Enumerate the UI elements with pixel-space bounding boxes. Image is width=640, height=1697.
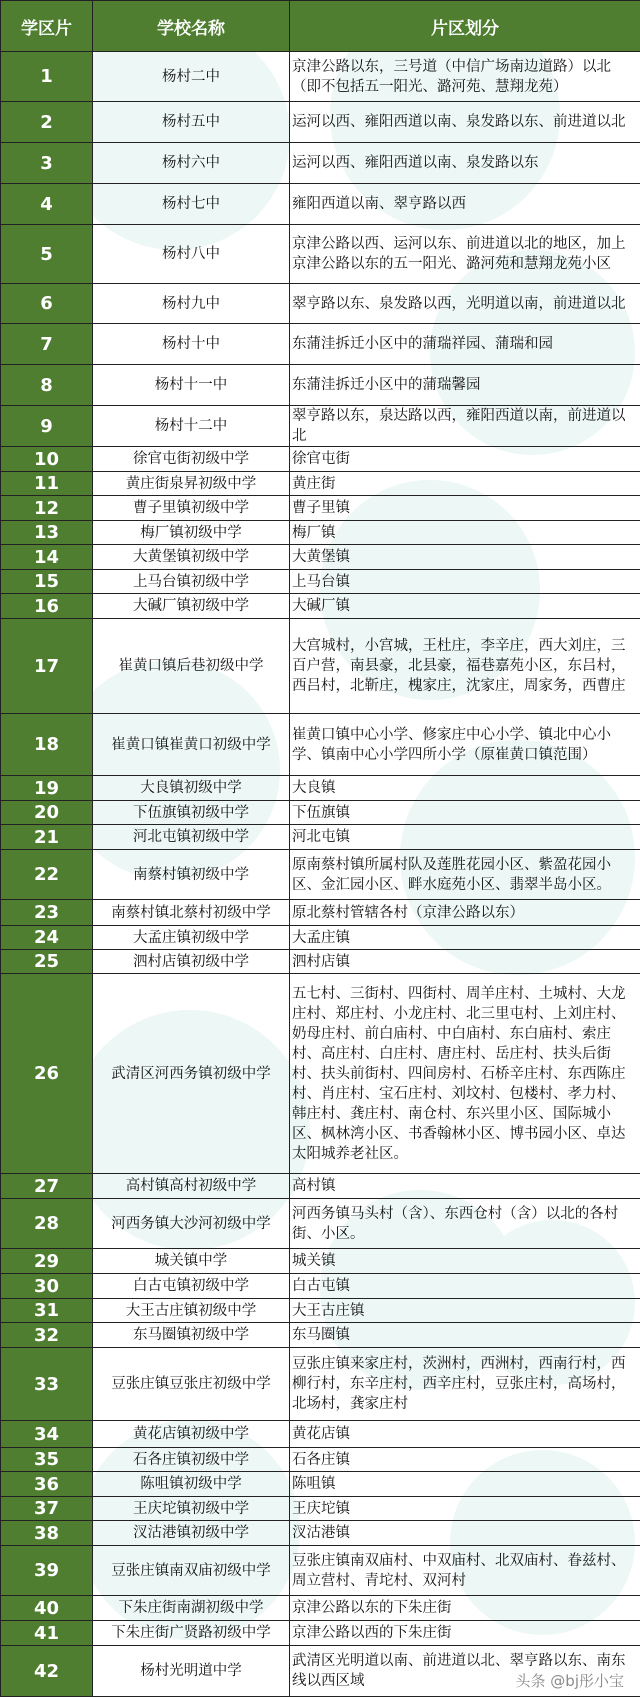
header-area-division: 片区划分 bbox=[290, 1, 640, 52]
table-row bbox=[1, 926, 640, 950]
district-number: 21 bbox=[1, 825, 93, 850]
district-number: 1 bbox=[1, 52, 93, 102]
school-name: 城关镇中学 bbox=[93, 1249, 290, 1274]
area-division: 黄庄街 bbox=[290, 472, 640, 496]
district-number: 37 bbox=[1, 1497, 93, 1521]
area-division: 梅厂镇 bbox=[290, 521, 640, 545]
table-row bbox=[1, 714, 640, 776]
source-credit-watermark: 头条 @bj彤小宝 bbox=[516, 1672, 624, 1690]
table-row bbox=[1, 1199, 640, 1249]
table-row bbox=[1, 1421, 640, 1448]
area-division: 东蒲洼拆迁小区中的蒲瑞馨园 bbox=[290, 365, 640, 406]
area-division: 京津公路以西、运河以东、前进道以北的地区，加上京津公路以东的五一阳光、潞河苑和慧翔龙苑小区 bbox=[290, 225, 640, 284]
school-name: 杨村十二中 bbox=[93, 406, 290, 447]
district-number: 2 bbox=[1, 102, 93, 143]
area-division: 东蒲洼拆迁小区中的蒲瑞祥园、蒲瑞和园 bbox=[290, 324, 640, 365]
area-division: 崔黄口镇中心小学、修家庄中心小学、镇北中心小学、镇南中心小学四所小学（原崔黄口镇范围） bbox=[290, 714, 640, 776]
table-row bbox=[1, 184, 640, 225]
table-row bbox=[1, 545, 640, 570]
district-number: 6 bbox=[1, 284, 93, 324]
school-name: 高村镇高村初级中学 bbox=[93, 1174, 290, 1199]
district-number: 4 bbox=[1, 184, 93, 225]
district-number: 30 bbox=[1, 1274, 93, 1299]
district-number: 25 bbox=[1, 950, 93, 974]
school-name: 白古屯镇初级中学 bbox=[93, 1274, 290, 1299]
school-name: 徐官屯街初级中学 bbox=[93, 447, 290, 472]
area-division: 雍阳西道以南、翠亨路以西 bbox=[290, 184, 640, 225]
school-name: 武清区河西务镇初级中学 bbox=[93, 974, 290, 1174]
school-name: 杨村九中 bbox=[93, 284, 290, 324]
table-row bbox=[1, 472, 640, 496]
school-name: 南蔡村镇初级中学 bbox=[93, 850, 290, 900]
district-number: 40 bbox=[1, 1596, 93, 1621]
area-division: 大王古庄镇 bbox=[290, 1299, 640, 1323]
table-row bbox=[1, 496, 640, 521]
area-division: 京津公路以西的下朱庄街 bbox=[290, 1621, 640, 1646]
school-name: 泗村店镇初级中学 bbox=[93, 950, 290, 974]
school-name: 石各庄镇初级中学 bbox=[93, 1448, 290, 1472]
school-name: 南蔡村镇北蔡村初级中学 bbox=[93, 900, 290, 926]
table-row bbox=[1, 1348, 640, 1421]
school-name: 河北屯镇初级中学 bbox=[93, 825, 290, 850]
table-row bbox=[1, 974, 640, 1174]
district-number: 12 bbox=[1, 496, 93, 521]
area-division: 运河以西、雍阳西道以南、泉发路以东、前进道以北 bbox=[290, 102, 640, 143]
area-division: 大黄堡镇 bbox=[290, 545, 640, 570]
table-row bbox=[1, 1174, 640, 1199]
area-division: 徐官屯街 bbox=[290, 447, 640, 472]
district-number: 24 bbox=[1, 926, 93, 950]
school-name: 杨村光明道中学 bbox=[93, 1646, 290, 1697]
district-number: 31 bbox=[1, 1299, 93, 1323]
area-division: 汊沽港镇 bbox=[290, 1521, 640, 1546]
district-number: 29 bbox=[1, 1249, 93, 1274]
area-division: 京津公路以东的下朱庄街 bbox=[290, 1596, 640, 1621]
table-row bbox=[1, 365, 640, 406]
table-row bbox=[1, 1521, 640, 1546]
table-row bbox=[1, 521, 640, 545]
district-number: 9 bbox=[1, 406, 93, 447]
table-row bbox=[1, 143, 640, 184]
school-name: 豆张庄镇南双庙初级中学 bbox=[93, 1546, 290, 1596]
table-row bbox=[1, 1249, 640, 1274]
table-row bbox=[1, 1448, 640, 1472]
table-row bbox=[1, 1472, 640, 1497]
district-number: 7 bbox=[1, 324, 93, 365]
area-division: 武清区光明道以南、前进道以北、翠亨路以东、南东线以西区域 bbox=[290, 1646, 640, 1697]
district-number: 22 bbox=[1, 850, 93, 900]
school-name: 汊沽港镇初级中学 bbox=[93, 1521, 290, 1546]
district-number: 16 bbox=[1, 594, 93, 619]
area-division: 黄花店镇 bbox=[290, 1421, 640, 1448]
district-number: 42 bbox=[1, 1646, 93, 1697]
table-row bbox=[1, 1621, 640, 1646]
area-division: 曹子里镇 bbox=[290, 496, 640, 521]
district-number: 36 bbox=[1, 1472, 93, 1497]
area-division: 大良镇 bbox=[290, 776, 640, 801]
school-name: 上马台镇初级中学 bbox=[93, 570, 290, 594]
school-name: 崔黄口镇后巷初级中学 bbox=[93, 619, 290, 714]
school-name: 王庆坨镇初级中学 bbox=[93, 1497, 290, 1521]
school-name: 大良镇初级中学 bbox=[93, 776, 290, 801]
area-division: 运河以西、雍阳西道以南、泉发路以东 bbox=[290, 143, 640, 184]
school-name: 黄花店镇初级中学 bbox=[93, 1421, 290, 1448]
district-number: 39 bbox=[1, 1546, 93, 1596]
table-row bbox=[1, 225, 640, 284]
area-division: 原北蔡村管辖各村（京津公路以东） bbox=[290, 900, 640, 926]
district-number: 14 bbox=[1, 545, 93, 570]
area-division: 高村镇 bbox=[290, 1174, 640, 1199]
area-division: 大孟庄镇 bbox=[290, 926, 640, 950]
district-number: 8 bbox=[1, 365, 93, 406]
school-name: 杨村十中 bbox=[93, 324, 290, 365]
table-row bbox=[1, 447, 640, 472]
district-number: 33 bbox=[1, 1348, 93, 1421]
school-name: 下伍旗镇初级中学 bbox=[93, 801, 290, 825]
table-row bbox=[1, 900, 640, 926]
district-number: 28 bbox=[1, 1199, 93, 1249]
school-name: 杨村七中 bbox=[93, 184, 290, 225]
table-row bbox=[1, 801, 640, 825]
header-district-no: 学区片 bbox=[1, 1, 93, 52]
school-name: 杨村二中 bbox=[93, 52, 290, 102]
school-name: 豆张庄镇豆张庄初级中学 bbox=[93, 1348, 290, 1421]
district-number: 41 bbox=[1, 1621, 93, 1646]
area-division: 王庆坨镇 bbox=[290, 1497, 640, 1521]
area-division: 白古屯镇 bbox=[290, 1274, 640, 1299]
school-name: 杨村六中 bbox=[93, 143, 290, 184]
table-row bbox=[1, 850, 640, 900]
table-row bbox=[1, 950, 640, 974]
area-division: 城关镇 bbox=[290, 1249, 640, 1274]
school-name: 大碱厂镇初级中学 bbox=[93, 594, 290, 619]
school-name: 大黄堡镇初级中学 bbox=[93, 545, 290, 570]
district-number: 32 bbox=[1, 1323, 93, 1348]
area-division: 下伍旗镇 bbox=[290, 801, 640, 825]
table-row bbox=[1, 102, 640, 143]
district-number: 34 bbox=[1, 1421, 93, 1448]
district-number: 17 bbox=[1, 619, 93, 714]
school-name: 杨村八中 bbox=[93, 225, 290, 284]
table-row bbox=[1, 1546, 640, 1596]
table-row bbox=[1, 594, 640, 619]
area-division: 河西务镇马头村（含）、东西仓村（含）以北的各村街、小区。 bbox=[290, 1199, 640, 1249]
area-division: 河北屯镇 bbox=[290, 825, 640, 850]
area-division: 翠亨路以东、泉发路以西，光明道以南，前进道以北 bbox=[290, 284, 640, 324]
district-number: 11 bbox=[1, 472, 93, 496]
table-body bbox=[1, 52, 640, 1697]
table-row bbox=[1, 1497, 640, 1521]
area-division: 京津公路以东，三号道（中信广场南边道路）以北（即不包括五一阳光、潞河苑、慧翔龙苑） bbox=[290, 52, 640, 102]
area-division: 大宫城村，小宫城，王杜庄，李辛庄，西大刘庄，三百户营，南县豪，北县豪，福巷嘉苑小区，东吕村，西吕村，北靳庄，槐家庄，沈家庄，周家务，西曹庄 bbox=[290, 619, 640, 714]
table-row bbox=[1, 1299, 640, 1323]
district-number: 23 bbox=[1, 900, 93, 926]
district-number: 3 bbox=[1, 143, 93, 184]
district-number: 20 bbox=[1, 801, 93, 825]
table-row bbox=[1, 52, 640, 102]
school-name: 黄庄街泉昇初级中学 bbox=[93, 472, 290, 496]
district-number: 18 bbox=[1, 714, 93, 776]
district-number: 38 bbox=[1, 1521, 93, 1546]
school-name: 下朱庄街南湖初级中学 bbox=[93, 1596, 290, 1621]
table-row bbox=[1, 776, 640, 801]
table-row bbox=[1, 1596, 640, 1621]
school-name: 梅厂镇初级中学 bbox=[93, 521, 290, 545]
district-number: 13 bbox=[1, 521, 93, 545]
area-division: 泗村店镇 bbox=[290, 950, 640, 974]
school-name: 杨村十一中 bbox=[93, 365, 290, 406]
district-number: 35 bbox=[1, 1448, 93, 1472]
school-name: 陈咀镇初级中学 bbox=[93, 1472, 290, 1497]
area-division: 原南蔡村镇所属村队及莲胜花园小区、紫盈花园小区、金汇园小区、畔水庭苑小区、翡翠半岛小区。 bbox=[290, 850, 640, 900]
area-division: 石各庄镇 bbox=[290, 1448, 640, 1472]
school-name: 大孟庄镇初级中学 bbox=[93, 926, 290, 950]
table-row bbox=[1, 406, 640, 447]
district-number: 26 bbox=[1, 974, 93, 1174]
table-row bbox=[1, 324, 640, 365]
school-name: 杨村五中 bbox=[93, 102, 290, 143]
table-row bbox=[1, 1323, 640, 1348]
table-row bbox=[1, 570, 640, 594]
school-name: 东马圈镇初级中学 bbox=[93, 1323, 290, 1348]
district-number: 27 bbox=[1, 1174, 93, 1199]
school-name: 下朱庄街广贤路初级中学 bbox=[93, 1621, 290, 1646]
table-row bbox=[1, 825, 640, 850]
district-number: 15 bbox=[1, 570, 93, 594]
table-header-row bbox=[1, 1, 640, 52]
area-division: 陈咀镇 bbox=[290, 1472, 640, 1497]
area-division: 五七村、三街村、四街村、周羊庄村、土城村、大龙庄村、郑庄村、小龙庄村、北三里屯村、上刘庄村、 奶母庄村、前白庙村、中白庙村、东白庙村、索庄村、高庄村、白庄村、唐庄村、岳庄村、扶头后街村、扶头前街村、四间房村、石桥辛庄村、东西陈庄村、肖庄村、宝石庄村、刘坟村、包楼村、孝力村、韩庄村、龚庄村、南仓村、东兴里小区、国际城小区、枫林湾小区、书香翰林小区、博书园小区、卓达太阳城养老社区。 bbox=[290, 974, 640, 1174]
school-name: 曹子里镇初级中学 bbox=[93, 496, 290, 521]
school-name: 大王古庄镇初级中学 bbox=[93, 1299, 290, 1323]
school-name: 崔黄口镇崔黄口初级中学 bbox=[93, 714, 290, 776]
school-name: 河西务镇大沙河初级中学 bbox=[93, 1199, 290, 1249]
table-row bbox=[1, 284, 640, 324]
area-division: 上马台镇 bbox=[290, 570, 640, 594]
area-division: 东马圈镇 bbox=[290, 1323, 640, 1348]
district-number: 5 bbox=[1, 225, 93, 284]
area-division: 翠亨路以东，泉达路以西，雍阳西道以南，前进道以北 bbox=[290, 406, 640, 447]
district-number: 10 bbox=[1, 447, 93, 472]
table-row bbox=[1, 1274, 640, 1299]
area-division: 豆张庄镇来家庄村，茨洲村，西洲村，西南行村，西柳行村，东辛庄村，西辛庄村，豆张庄村，高场村，北场村，龚家庄村 bbox=[290, 1348, 640, 1421]
area-division: 大碱厂镇 bbox=[290, 594, 640, 619]
district-number: 19 bbox=[1, 776, 93, 801]
table-row bbox=[1, 619, 640, 714]
header-school-name: 学校名称 bbox=[93, 1, 290, 52]
area-division: 豆张庄镇南双庙村、中双庙村、北双庙村、眷兹村、周立营村、青坨村、双河村 bbox=[290, 1546, 640, 1596]
